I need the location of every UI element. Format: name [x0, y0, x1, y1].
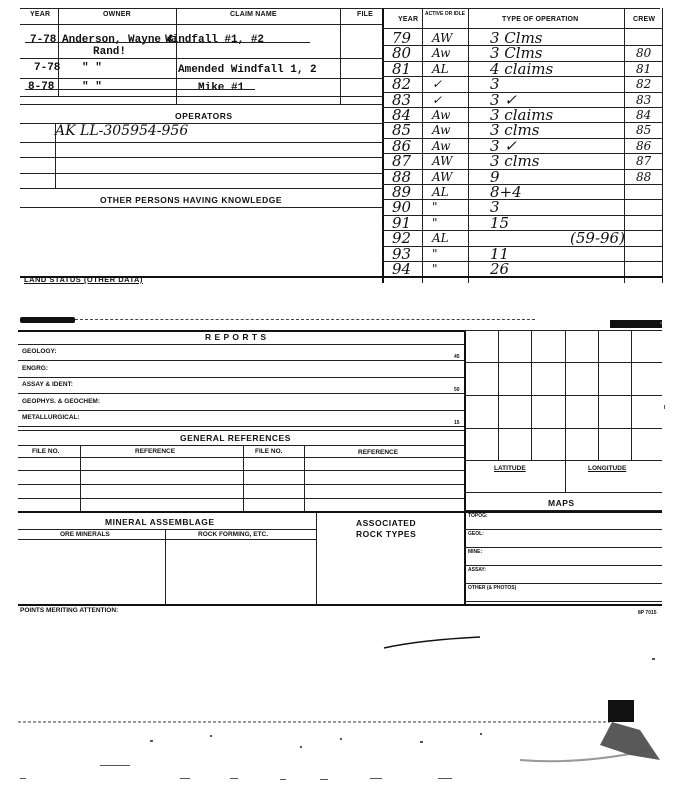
activity-type: 3 ✓: [490, 137, 517, 155]
activity-year: 90: [392, 198, 412, 216]
activity-year: 94: [392, 260, 412, 278]
activity-type: 3 clms: [490, 121, 540, 139]
col-header-activity-year: YEAR: [398, 16, 419, 23]
maps-row-label: OTHER (& PHOTOS): [468, 585, 517, 591]
activity-crew: 86: [636, 139, 652, 153]
longitude-label: LONGITUDE: [588, 465, 627, 472]
activity-type: 3 Clms: [490, 29, 543, 47]
activity-status: Aw: [432, 123, 451, 137]
activity-type: 3 Clms: [490, 44, 543, 62]
activity-crew: 80: [636, 46, 652, 60]
latitude-label: LATITUDE: [494, 465, 526, 472]
claim-row-2-owner: " ": [82, 62, 102, 74]
ref-header-file-no-1: FILE NO.: [32, 448, 60, 455]
land-status-title: LAND STATUS (OTHER DATA): [24, 275, 143, 284]
activity-status: AL: [432, 185, 449, 199]
report-label: GEOPHYS. & GEOCHEM:: [22, 398, 101, 405]
activity-status: AW: [432, 31, 453, 45]
activity-year: 84: [392, 106, 412, 124]
general-references-title: GENERAL REFERENCES: [180, 433, 291, 443]
activity-type: 9: [490, 168, 500, 186]
activity-status: Aw: [432, 46, 451, 60]
activity-status: ": [432, 200, 438, 214]
maps-row-label: ASSAY:: [468, 567, 487, 573]
activity-type: 3 claims: [490, 106, 554, 124]
activity-status: ": [432, 247, 438, 261]
activity-crew: 84: [636, 108, 652, 122]
activity-type: (59-96): [570, 229, 625, 247]
activity-type: 3: [490, 198, 500, 216]
activity-year: 91: [392, 214, 412, 232]
report-label: METALLURGICAL:: [22, 414, 80, 421]
activity-status: AW: [432, 170, 453, 184]
activity-status: AL: [432, 231, 449, 245]
activity-status: ✓: [432, 77, 443, 91]
form-number: 8P 7015: [638, 610, 657, 616]
activity-type: 3: [490, 75, 500, 93]
activity-year: 80: [392, 44, 412, 62]
activity-crew: 82: [636, 77, 652, 91]
rock-forming-header: ROCK FORMING, ETC.: [198, 531, 269, 538]
activity-crew: 88: [636, 170, 652, 184]
claim-row-3-claim: Mike #1: [198, 82, 245, 94]
maps-title: MAPS: [548, 498, 575, 508]
mineral-assemblage-title: MINERAL ASSEMBLAGE: [105, 517, 215, 527]
maps-row-label: GEOL:: [468, 531, 484, 537]
report-number: 45: [454, 354, 460, 360]
activity-year: 83: [392, 91, 412, 109]
activity-status: Aw: [432, 139, 451, 153]
ref-header-reference-2: REFERENCE: [358, 449, 399, 456]
activity-year: 92: [392, 229, 412, 247]
activity-year: 93: [392, 245, 412, 263]
points-title: POINTS MERITING ATTENTION:: [20, 607, 119, 614]
maps-row-label: TOPOG:: [468, 513, 488, 519]
report-label: GEOLOGY:: [22, 348, 57, 355]
activity-status: AW: [432, 154, 453, 168]
col-header-file: FILE: [357, 11, 373, 18]
activity-year: 81: [392, 60, 412, 78]
col-header-crew: CREW: [633, 16, 656, 23]
activity-status: ": [432, 216, 438, 230]
activity-type: 15: [490, 214, 510, 232]
activity-status: ✓: [432, 93, 443, 107]
activity-status: AL: [432, 62, 449, 76]
activity-type: 11: [490, 245, 510, 263]
reports-title: R E P O R T S: [205, 332, 267, 342]
ref-header-reference-1: REFERENCE: [135, 448, 176, 455]
col-header-year: YEAR: [30, 11, 51, 18]
claim-row-3-owner: " ": [82, 81, 102, 93]
activity-crew: 85: [636, 123, 652, 137]
activity-year: 86: [392, 137, 412, 155]
operators-entry: AK LL-305954-956: [55, 123, 189, 139]
activity-status: ": [432, 262, 438, 276]
col-header-active-idle: ACTIVE OR IDLE: [425, 11, 466, 17]
maps-row-label: MINE:: [468, 549, 483, 555]
report-number: 15: [454, 420, 460, 426]
col-header-claim-name: CLAIM NAME: [230, 11, 277, 18]
activity-type: 3 clms: [490, 152, 540, 170]
associated-rock-types-line1: ASSOCIATED: [356, 518, 417, 528]
claim-row-1-owner: Anderson, Wayne &: [62, 34, 175, 46]
claim-row-3-year: 8-78: [28, 81, 55, 93]
claim-row-1-year: 7-78: [30, 34, 57, 46]
activity-year: 82: [392, 75, 412, 93]
activity-crew: 81: [636, 62, 652, 76]
activity-type: 8+4: [490, 183, 522, 201]
report-label: ASSAY & IDENT:: [22, 381, 73, 388]
claim-row-2-year: 7-78: [34, 62, 61, 74]
activity-type: 3 ✓: [490, 91, 517, 109]
activity-year: 79: [392, 29, 412, 47]
ref-header-file-no-2: FILE NO.: [255, 448, 283, 455]
activity-year: 89: [392, 183, 412, 201]
activity-year: 87: [392, 152, 412, 170]
activity-crew: 87: [636, 154, 652, 168]
claim-row-1-claim: Windfall #1, #2: [165, 34, 265, 46]
activity-status: Aw: [432, 108, 451, 122]
activity-type: 26: [490, 260, 510, 278]
claim-row-2-claim: Amended Windfall 1, 2: [178, 64, 317, 76]
col-header-owner: OWNER: [103, 11, 131, 18]
operators-title: OPERATORS: [175, 111, 233, 121]
report-number: 50: [454, 387, 460, 393]
activity-year: 88: [392, 168, 412, 186]
activity-crew: 83: [636, 93, 652, 107]
activity-year: 85: [392, 121, 412, 139]
associated-rock-types-line2: ROCK TYPES: [356, 529, 417, 539]
claim-row-1-owner-line2: Rand!: [93, 46, 127, 58]
activity-type: 4 claims: [490, 60, 554, 78]
col-header-type-of-operation: TYPE OF OPERATION: [502, 16, 579, 23]
other-persons-title: OTHER PERSONS HAVING KNOWLEDGE: [100, 195, 283, 205]
report-label: ENGRG:: [22, 365, 48, 372]
ore-minerals-header: ORE MINERALS: [60, 531, 110, 538]
